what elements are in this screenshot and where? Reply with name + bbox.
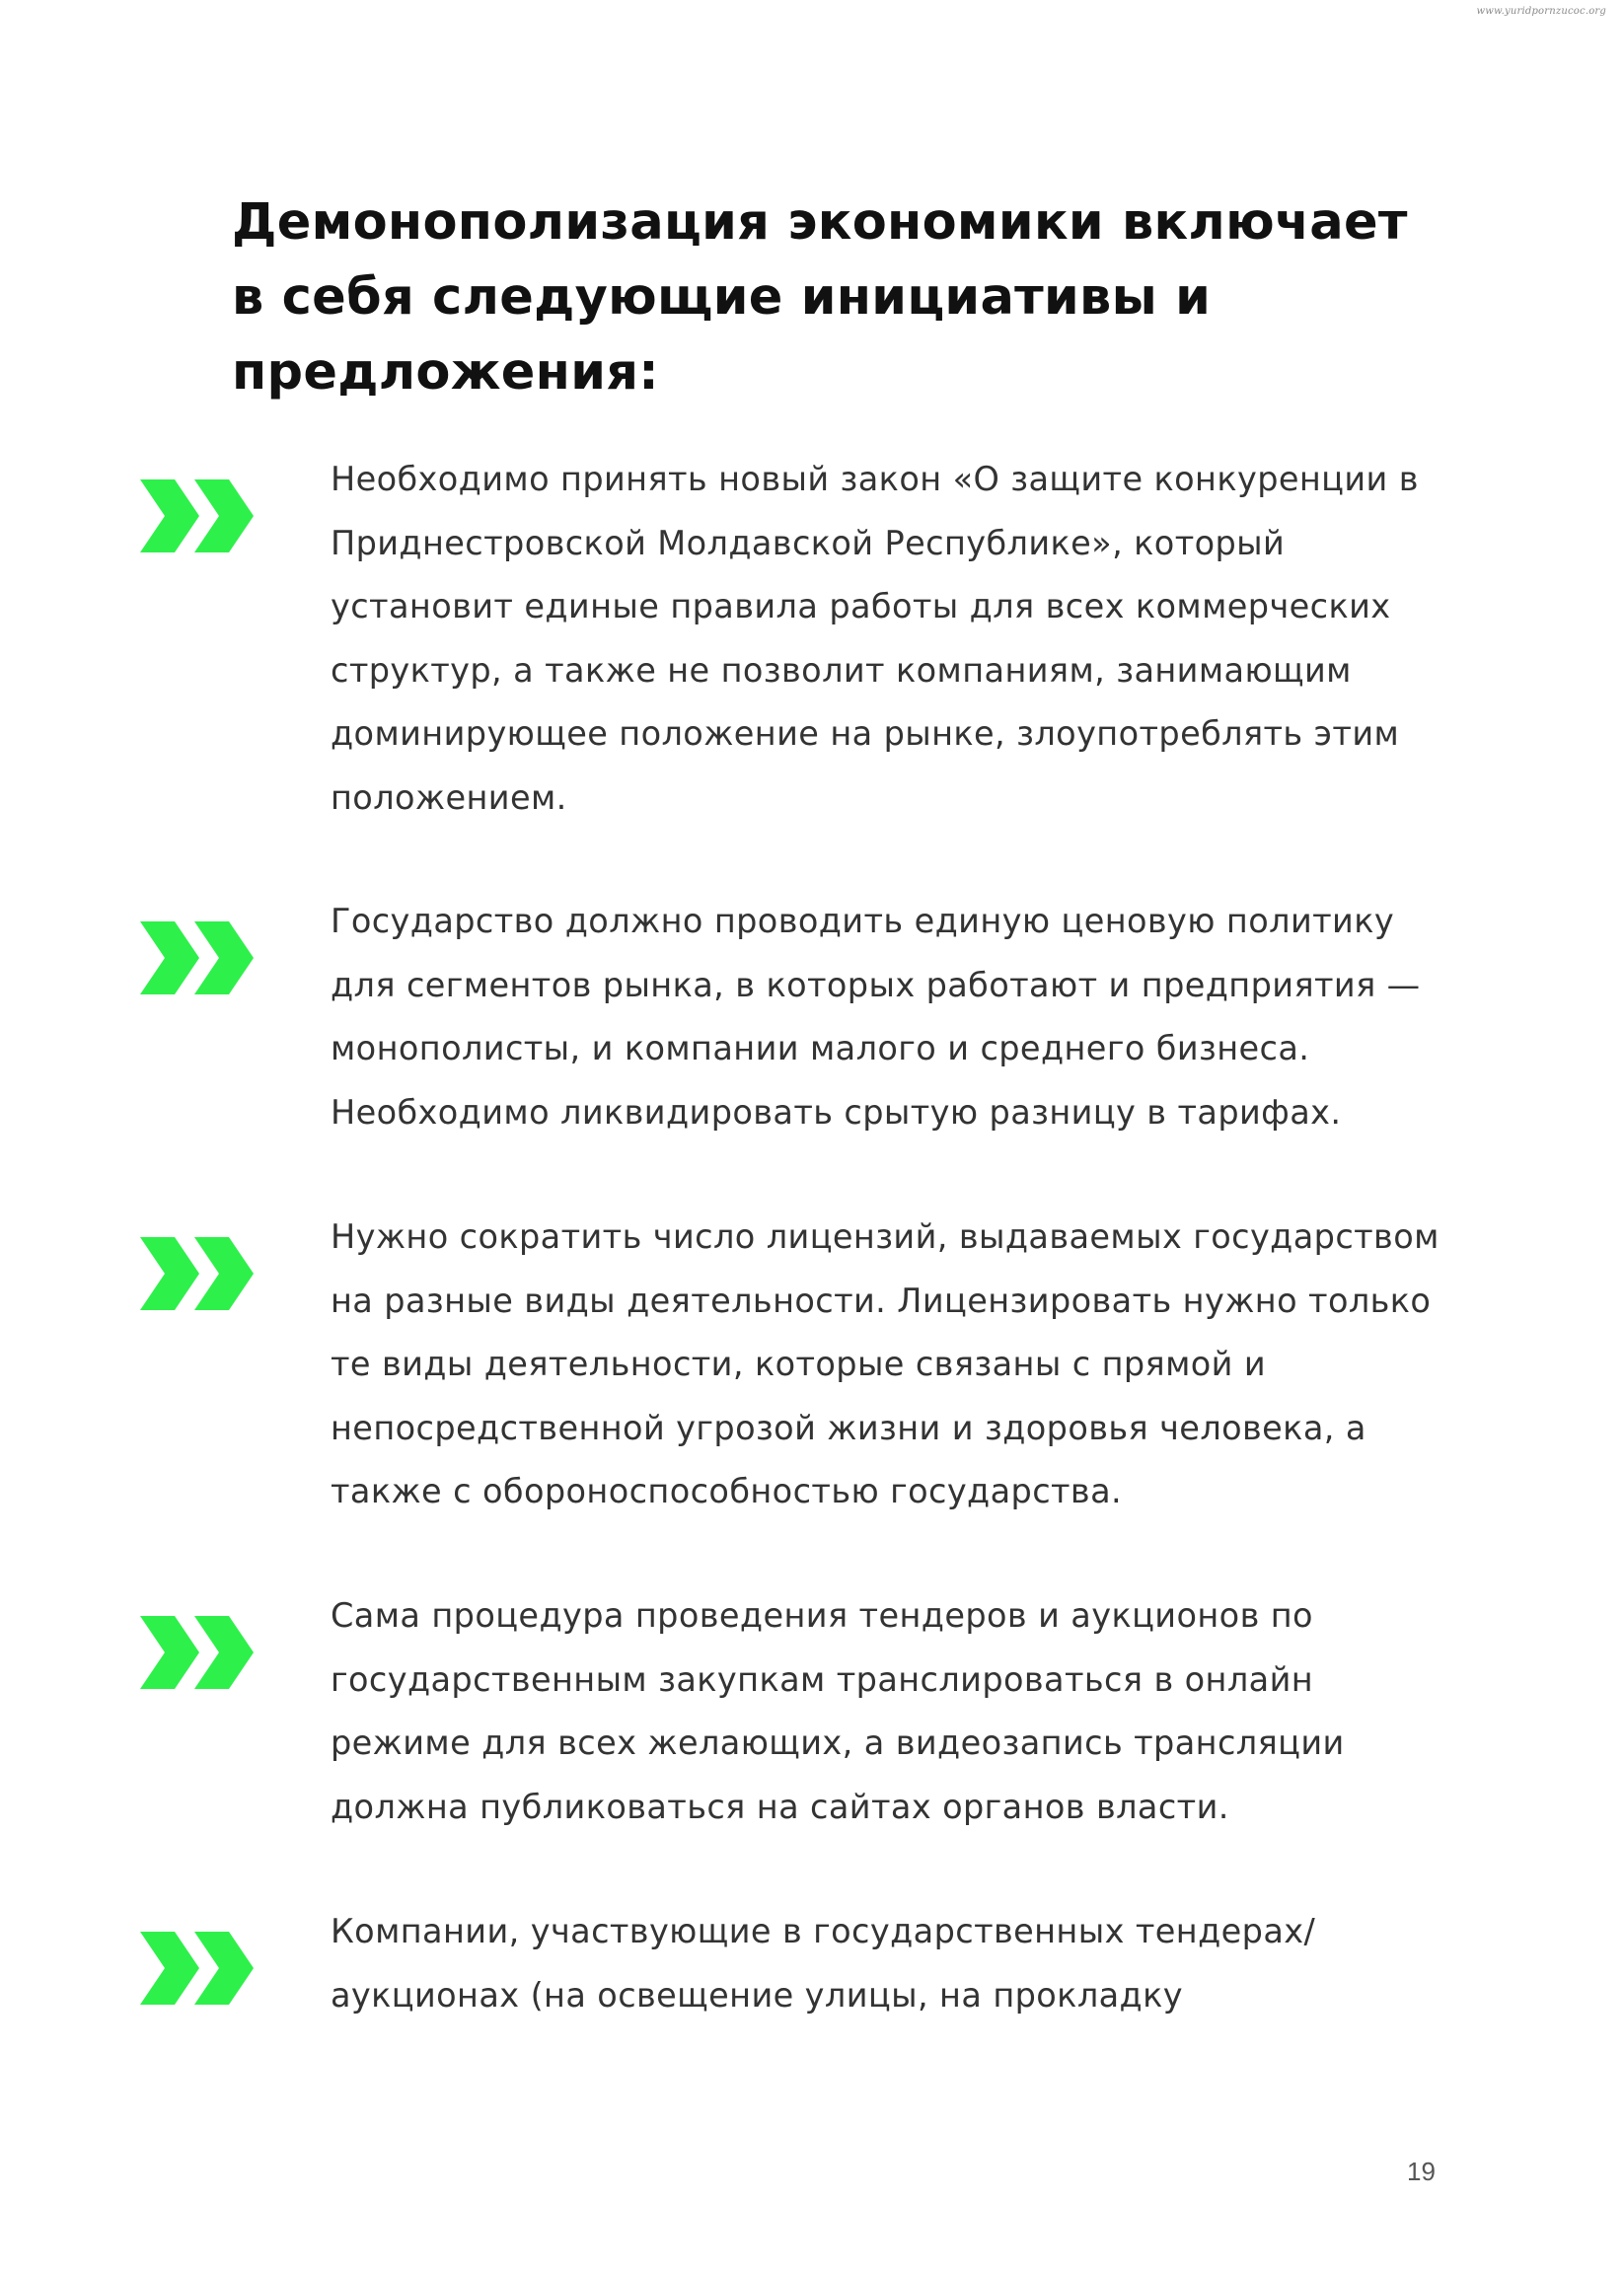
page-number: 19 (1407, 2157, 1436, 2186)
watermark-text: www.yuridpornzucoc.org (1476, 6, 1606, 17)
double-chevron-right-icon (138, 1235, 258, 1312)
double-chevron-right-icon (138, 919, 258, 996)
list-item-text: Компании, участвующие в государственных тендерах/аукционах (на освещение улицы, на прокладку (331, 1912, 1316, 2015)
double-chevron-right-icon (138, 1614, 258, 1691)
list-item-text: Нужно сократить число лицензий, выдаваемых государством на разные виды деятельности. Лицензировать нужно только те виды деятельности, которые связаны с прямой и непосредственной угрозой жизни и здоровья человека, а также с обороноспособностью государства. (331, 1217, 1439, 1510)
list-item-text: Необходимо принять новый закон «О защите конкуренции в Приднестровской Молдавской Республике», который установит единые правила работы для всех коммерческих структур, а также не позволит компаниям, занимающим доминирующее положение на рынке, злоупотреблять этим положением. (331, 460, 1419, 817)
page-heading: Демонополизация экономики включает в себя следующие инициативы и предложения: (232, 193, 1408, 402)
list-item-text: Государство должно проводить единую ценовую политику для сегментов рынка, в которых работают и предприятия — монополисты, и компании малого и среднего бизнеса. Необходимо ликвидировать срытую разницу в тарифах. (331, 902, 1421, 1132)
list-item-text: Сама процедура проведения тендеров и аукционов по государственным закупкам транслироваться в онлайн режиме для всех желающих, а видеозапись трансляции должна публиковаться на сайтах органов власти. (331, 1596, 1345, 1826)
double-chevron-right-icon (138, 477, 258, 554)
double-chevron-right-icon (138, 1930, 258, 2007)
